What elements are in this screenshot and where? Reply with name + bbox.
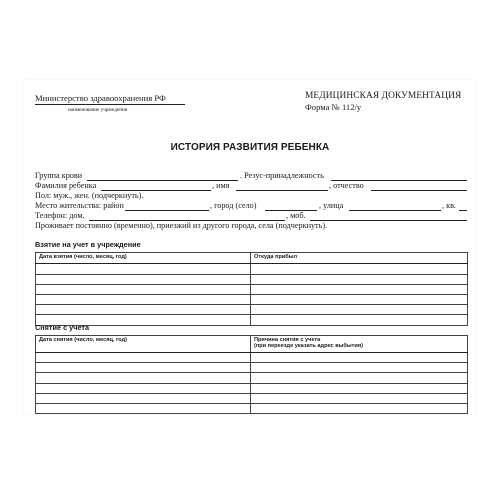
date-cell[interactable] <box>36 353 251 363</box>
date-cell[interactable] <box>36 403 251 413</box>
patronymic-label: , отчество <box>329 181 364 190</box>
detail-cell[interactable] <box>251 363 468 373</box>
table-row <box>36 353 468 363</box>
apt-label: , кв. <box>442 201 456 210</box>
ministry-name: Министерство здравоохранения РФ <box>35 93 166 103</box>
detail-cell[interactable] <box>251 305 468 315</box>
institution-name-line <box>35 104 185 105</box>
date-cell[interactable] <box>36 363 251 373</box>
date-cell[interactable] <box>36 264 251 274</box>
residence-type-label: Проживает постоянно (временно), приезжий из другого города, села (подчеркнуть). <box>35 221 328 230</box>
table-row <box>36 284 468 294</box>
page-title: ИСТОРИЯ РАЗВИТИЯ РЕБЕНКА <box>170 142 330 153</box>
sex-label: Пол: муж., жен. (подчеркнуть). <box>35 191 144 200</box>
first-name-label: , имя <box>212 181 230 190</box>
city-label: , город (село) <box>210 201 257 210</box>
table-row <box>36 373 468 383</box>
blood-group-label: Группа крови <box>35 171 83 180</box>
field-row-residence-type <box>35 221 467 232</box>
table-row <box>36 393 468 403</box>
date-cell[interactable] <box>36 274 251 284</box>
detail-cell[interactable] <box>251 373 468 383</box>
date-cell[interactable] <box>36 294 251 304</box>
surname-label: Фамилия ребенка <box>35 181 97 190</box>
table-row <box>36 363 468 373</box>
form-number: Форма № 112/у <box>305 102 362 112</box>
detail-cell[interactable] <box>251 284 468 294</box>
table-row <box>36 315 468 325</box>
rh-factor-label: . Резус-принадлежность <box>240 171 324 180</box>
date-cell[interactable] <box>36 305 251 315</box>
street-label: , улица <box>319 201 344 210</box>
detail-cell[interactable] <box>251 294 468 304</box>
detail-cell[interactable] <box>251 353 468 363</box>
reason-header-line2: (при переезде указать адрес выбытия) <box>254 343 363 350</box>
date-cell[interactable] <box>36 383 251 393</box>
table-row <box>36 294 468 304</box>
deregistration-heading: Снятие с учета <box>35 323 90 332</box>
table-header-row <box>36 336 468 353</box>
district-label: Место жительства: район <box>35 201 124 210</box>
registration-heading: Взятие на учет в учреждение <box>35 240 141 249</box>
detail-cell[interactable] <box>251 315 468 325</box>
date-cell[interactable] <box>36 393 251 403</box>
deregistration-date-header: Дата снятия (число, месяц, год) <box>36 336 251 353</box>
table-row <box>36 403 468 413</box>
deregistration-reason-header <box>251 336 468 353</box>
phone-mobile-label: , моб. <box>286 211 306 220</box>
reason-header-line1: Причина снятия с учета <box>254 337 321 343</box>
detail-cell[interactable] <box>251 393 468 403</box>
detail-cell[interactable] <box>251 264 468 274</box>
document-type: МЕДИЦИНСКАЯ ДОКУМЕНТАЦИЯ <box>305 91 462 101</box>
phone-home-label: Телефон: дом. <box>35 211 85 220</box>
date-cell[interactable] <box>36 373 251 383</box>
institution-caption: наименование учреждения <box>68 107 128 113</box>
deregistration-table <box>35 335 468 414</box>
detail-cell[interactable] <box>251 383 468 393</box>
medical-form-sheet <box>24 80 476 414</box>
registration-from-header: Откуда прибыл <box>251 253 468 264</box>
date-cell[interactable] <box>36 284 251 294</box>
registration-table <box>35 252 468 326</box>
table-header-row <box>36 253 468 264</box>
table-row <box>36 383 468 393</box>
detail-cell[interactable] <box>251 274 468 284</box>
table-row <box>36 264 468 274</box>
detail-cell[interactable] <box>251 403 468 413</box>
table-row <box>36 305 468 315</box>
table-row <box>36 274 468 284</box>
registration-date-header: Дата взятия (число, месяц, год) <box>36 253 251 264</box>
